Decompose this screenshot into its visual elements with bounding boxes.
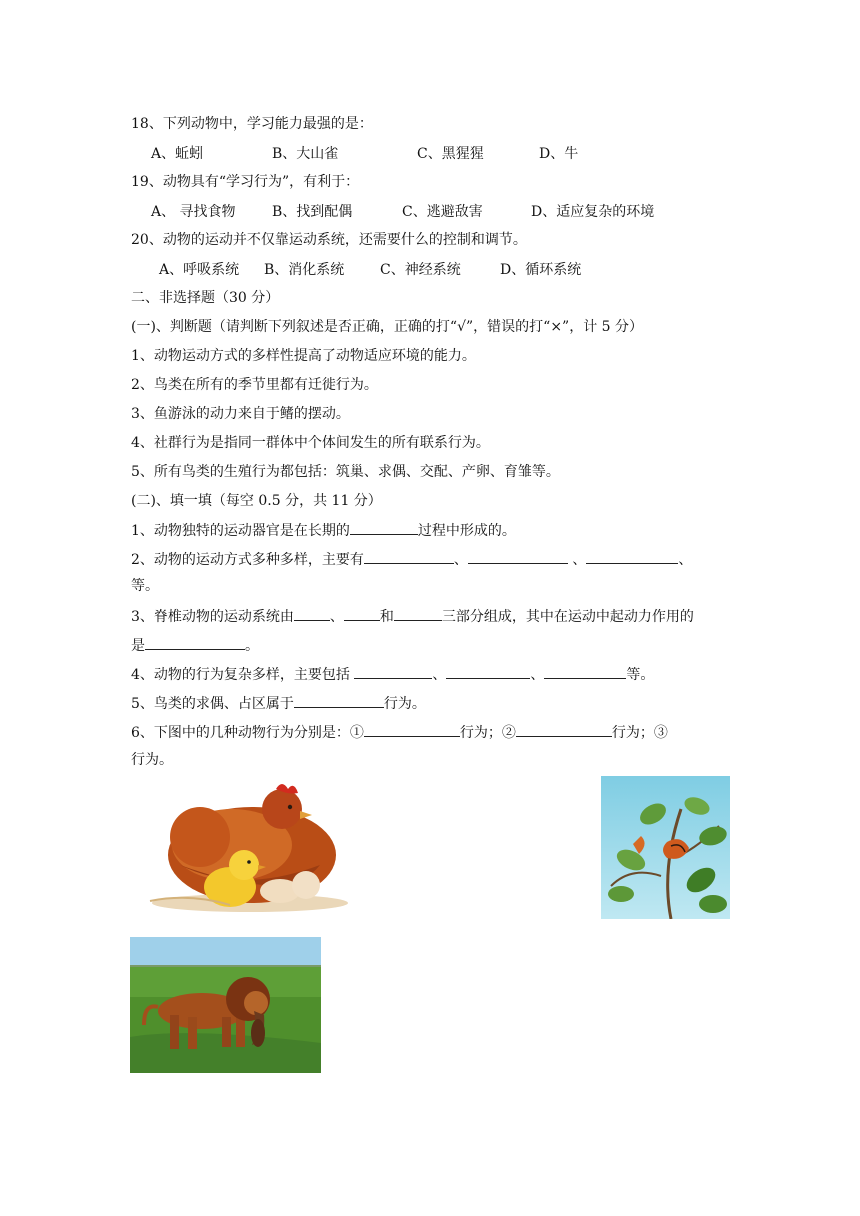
fill-2-text-a: 2、动物的运动方式多种多样，主要有: [131, 552, 364, 568]
q20-option-c: C、神经系统: [380, 262, 461, 278]
fill-item-3-cont: [131, 635, 259, 656]
fill-item-4: [131, 664, 654, 685]
q18-option-c: C、黑猩猩: [417, 146, 484, 162]
fill-6-end: 行为。: [131, 752, 173, 768]
fill-item-2: [131, 549, 692, 570]
q20-stem: 20、动物的运动并不仅靠运动系统，还需要什么的控制和调节。: [131, 232, 527, 248]
fill-3-text-d: 。: [245, 638, 259, 654]
fill-5-blank[interactable]: [294, 693, 384, 708]
fill-3-blank-1[interactable]: [294, 606, 330, 621]
fill-4-blank-1[interactable]: [354, 664, 432, 679]
judge-item-5: 5、所有鸟类的生殖行为都包括：筑巢、求偶、交配、产卵、育雏等。: [131, 464, 560, 480]
fill-4-blank-2[interactable]: [446, 664, 530, 679]
q19-option-b: B、找到配偶: [272, 204, 353, 220]
fill-4-text-a: 4、动物的行为复杂多样，主要包括: [131, 667, 355, 683]
q19-option-c: C、逃避敌害: [402, 204, 483, 220]
fill-4-blank-3[interactable]: [544, 664, 626, 679]
fill-2-blank-1[interactable]: [364, 549, 454, 564]
q18-option-d: D、牛: [539, 146, 579, 162]
judge-item-2: 2、鸟类在所有的季节里都有迁徙行为。: [131, 377, 378, 393]
fill-4-sep-2: 、: [530, 667, 545, 683]
fill-1-text-a: 1、动物独特的运动器官是在长期的: [131, 523, 350, 539]
q19-option-a: A、 寻找食物: [151, 204, 236, 220]
hen-chick-image: [140, 775, 352, 917]
fill-2-blank-3[interactable]: [586, 549, 678, 564]
fill-3-blank-2[interactable]: [344, 606, 380, 621]
fill-3-text-c: 是: [131, 638, 145, 654]
q18-option-a: A、蚯蚓: [151, 146, 204, 162]
fill-item-5: [131, 693, 426, 714]
q19-stem: 19、动物具有“学习行为”，有利于：: [131, 174, 360, 190]
fill-5-text-a: 5、鸟类的求偶、占区属于: [131, 696, 294, 712]
q20-option-b: B、消化系统: [264, 262, 345, 278]
judge-heading: (一)、判断题（请判断下列叙述是否正确，正确的打“√”，错误的打“×”，计 5 分）: [131, 319, 644, 335]
fill-3-text-a: 3、脊椎动物的运动系统由: [131, 609, 294, 625]
q20-option-d: D、循环系统: [500, 262, 582, 278]
fill-6-blank-2[interactable]: [516, 722, 612, 737]
fill-4-sep-1: 、: [432, 667, 447, 683]
q19-option-d: D、适应复杂的环境: [531, 204, 655, 220]
fill-3-sep-1: 、: [329, 609, 344, 625]
fill-3-sep-2: 和: [379, 609, 394, 625]
fill-2-end: 等。: [131, 578, 159, 594]
fill-2-sep-1: 、: [453, 552, 468, 568]
fill-item-3: [131, 606, 694, 627]
q18-stem: 18、下列动物中，学习能力最强的是：: [131, 116, 373, 132]
fill-2-blank-2[interactable]: [468, 549, 568, 564]
fill-3-text-b: 三部分组成，其中在运动中起动力作用的: [441, 609, 694, 625]
fill-6-text-b: 行为；②: [459, 725, 516, 741]
q18-option-b: B、大山雀: [272, 146, 339, 162]
lion-prey-image: [130, 937, 321, 1073]
judge-item-4: 4、社群行为是指同一群体中个体间发生的所有联系行为。: [131, 435, 490, 451]
fill-4-text-b: 等。: [626, 667, 655, 683]
plant-insect-image: [601, 776, 730, 919]
fill-3-blank-3[interactable]: [394, 606, 442, 621]
fill-item-1: [131, 520, 516, 541]
fill-6-text-a: 6、下图中的几种动物行为分别是：①: [131, 725, 364, 741]
fill-6-text-c: 行为；③: [611, 725, 668, 741]
fill-heading: (二)、填一填（每空 0.5 分，共 11 分）: [131, 493, 382, 509]
fill-1-text-b: 过程中形成的。: [417, 523, 516, 539]
fill-2-sep-2: 、: [567, 552, 587, 568]
judge-item-1: 1、动物运动方式的多样性提高了动物适应环境的能力。: [131, 348, 476, 364]
fill-6-blank-1[interactable]: [364, 722, 460, 737]
fill-5-text-b: 行为。: [383, 696, 426, 712]
q20-option-a: A、呼吸系统: [159, 262, 240, 278]
fill-2-sep-3: 、: [678, 552, 693, 568]
fill-1-blank[interactable]: [350, 520, 418, 535]
fill-item-6: [131, 722, 668, 743]
judge-item-3: 3、鱼游泳的动力来自于鳍的摆动。: [131, 406, 350, 422]
fill-3-blank-4[interactable]: [145, 635, 245, 650]
section-title: 二、非选择题（30 分）: [131, 290, 280, 306]
